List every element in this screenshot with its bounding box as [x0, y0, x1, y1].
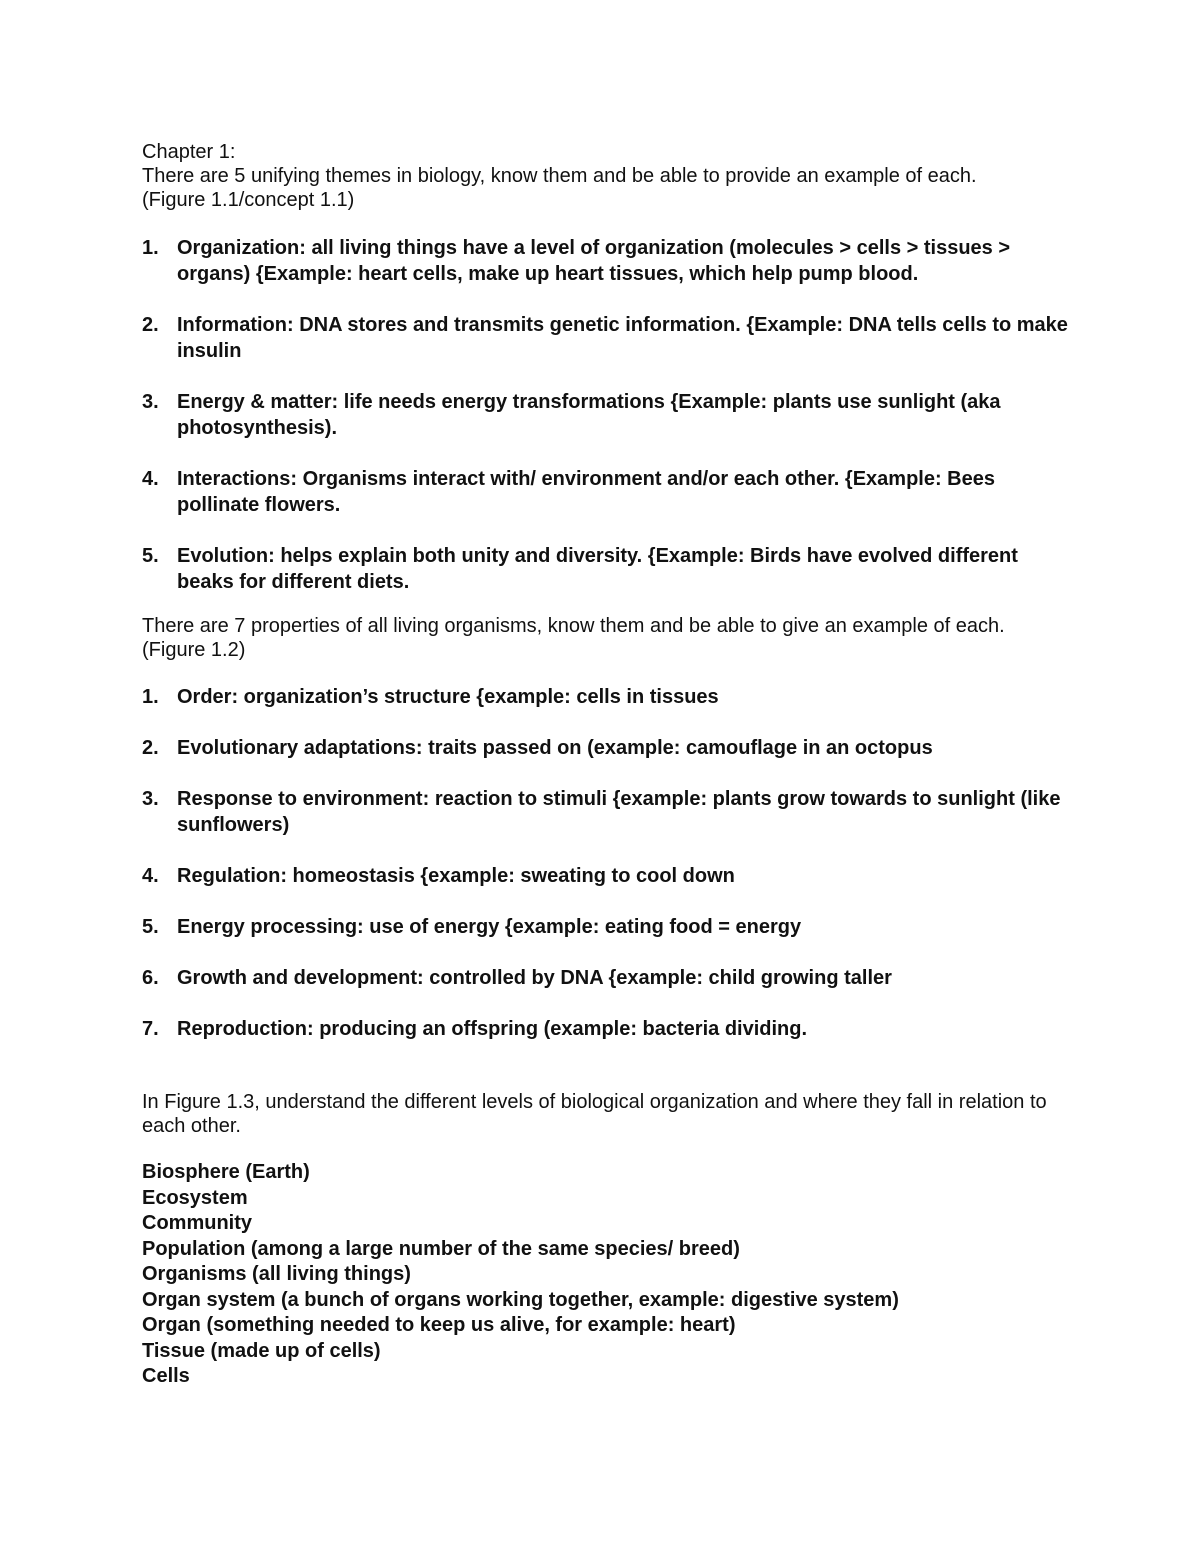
level-ecosystem: Ecosystem [142, 1186, 248, 1209]
theme-text: Information: DNA stores and transmits genetic information. {Example: DNA tells cells to make insulin [177, 314, 1068, 362]
property-text: Order: organization’s structure {example: cells in tissues [177, 686, 719, 708]
property-item [142, 684, 1072, 710]
property-number: 3. [142, 788, 159, 810]
level-community: Community [142, 1212, 252, 1234]
property-text: Evolutionary adaptations: traits passed on (example: camouflage in an octopus [177, 737, 933, 759]
property-text: Regulation: homeostasis {example: sweating to cool down [177, 865, 735, 887]
level-population: Population (among a large number of the same species/ breed) [142, 1237, 740, 1260]
themes-intro-line-1: There are 5 unifying themes in biology, know them and be able to provide an example of each. [142, 165, 977, 187]
theme-number: 3. [142, 391, 159, 413]
document-body [142, 140, 1072, 1390]
property-text: Energy processing: use of energy {example: eating food = energy [177, 916, 802, 938]
theme-number: 2. [142, 314, 159, 336]
theme-text: Interactions: Organisms interact with/ environment and/or each other. {Example: Bees pollinate flowers. [177, 468, 995, 516]
theme-item [142, 235, 1072, 287]
themes-list [142, 235, 1072, 595]
property-text: Reproduction: producing an offspring (example: bacteria dividing. [177, 1018, 808, 1040]
levels-intro: In Figure 1.3, understand the different levels of biological organization and where they fall in relation to each other. [142, 1091, 1047, 1137]
theme-text: Energy & matter: life needs energy transformations {Example: plants use sunlight (aka photosynthesis). [177, 391, 1001, 439]
property-text: Growth and development: controlled by DNA {example: child growing taller [177, 967, 892, 989]
property-number: 6. [142, 967, 159, 989]
property-number: 4. [142, 865, 159, 887]
chapter-heading: Chapter 1: [142, 141, 236, 163]
theme-text: Organization: all living things have a level of organization (molecules > cells > tissues > organs) {Example: heart cells, make up heart tissues, which help pump blood. [177, 237, 1011, 285]
property-number: 1. [142, 686, 159, 708]
property-item [142, 965, 1072, 991]
level-biosphere: Biosphere (Earth) [142, 1161, 310, 1183]
property-item [142, 786, 1072, 838]
property-item [142, 863, 1072, 889]
properties-list [142, 684, 1072, 1042]
level-organ-system: Organ system (a bunch of organs working together, example: digestive system) [142, 1288, 899, 1311]
level-cells: Cells [142, 1365, 190, 1387]
theme-item [142, 389, 1072, 441]
theme-number: 5. [142, 545, 159, 567]
level-organ: Organ (something needed to keep us alive, for example: heart) [142, 1314, 736, 1336]
property-text: Response to environment: reaction to stimuli {example: plants grow towards to sunlight (like sunflowers) [177, 788, 1061, 836]
theme-number: 1. [142, 237, 159, 259]
level-organisms: Organisms (all living things) [142, 1263, 411, 1285]
themes-intro-line-2: (Figure 1.1/concept 1.1) [142, 189, 355, 211]
property-number: 2. [142, 737, 159, 759]
organization-levels-list [142, 1160, 1072, 1390]
property-number: 5. [142, 916, 159, 938]
properties-intro: There are 7 properties of all living organisms, know them and be able to give an example of each. (Figure 1.2) [142, 615, 1005, 661]
property-item [142, 1016, 1072, 1042]
level-tissue: Tissue (made up of cells) [142, 1339, 381, 1362]
property-item [142, 914, 1072, 940]
property-number: 7. [142, 1018, 159, 1040]
theme-item [142, 466, 1072, 518]
theme-item [142, 312, 1072, 364]
theme-number: 4. [142, 468, 159, 490]
property-item [142, 735, 1072, 761]
theme-text: Evolution: helps explain both unity and diversity. {Example: Birds have evolved different beaks for different diets. [177, 545, 1018, 593]
theme-item [142, 543, 1072, 595]
